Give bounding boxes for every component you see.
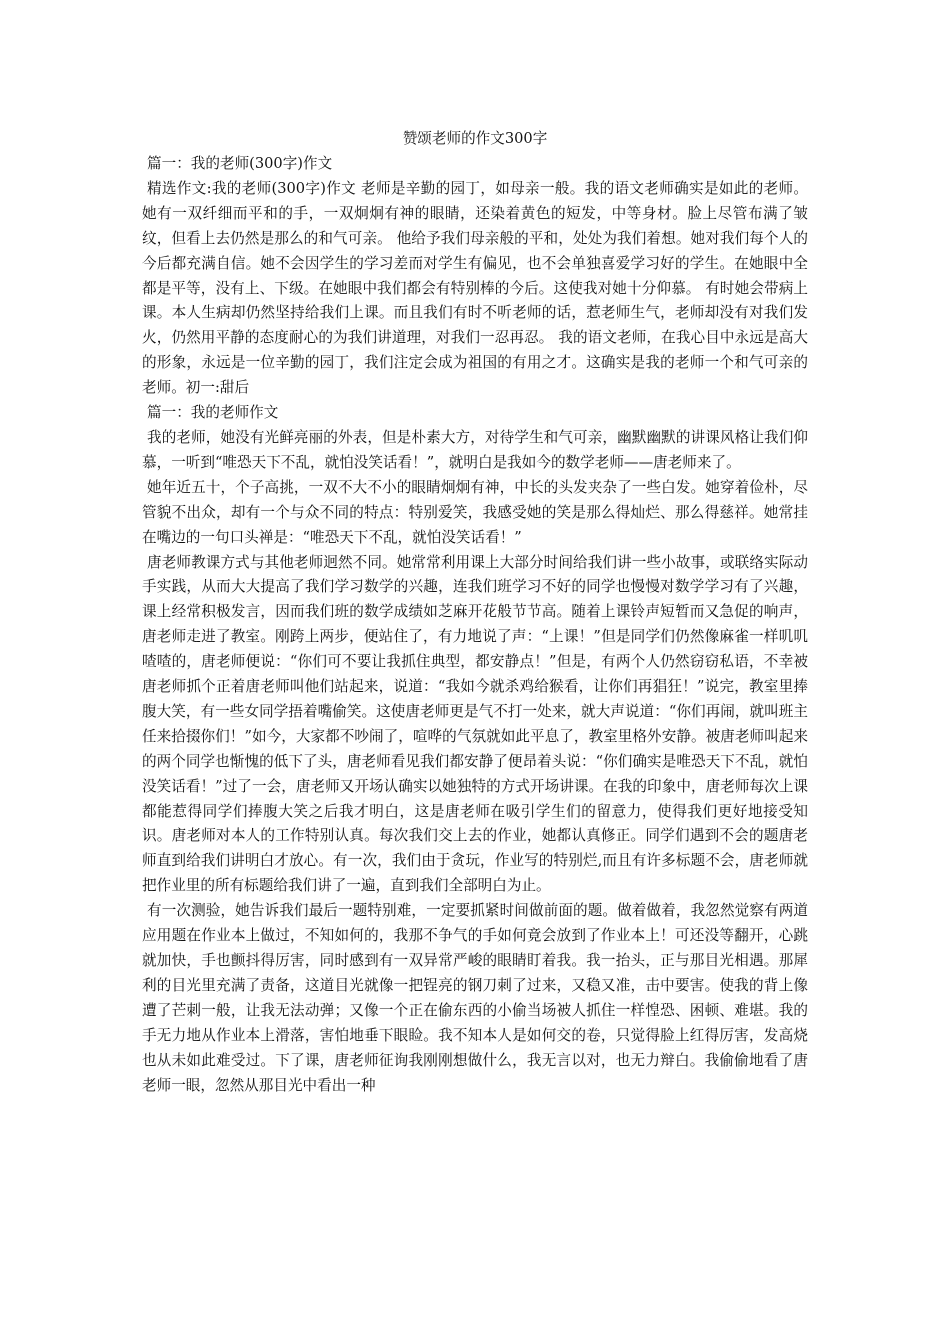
paragraph-3: 她年近五十，个子高挑，一双不大不小的眼睛炯炯有神，中长的头发夹杂了一些白发。她穿着俭朴，尽管貌不出众，却有一个与众不同的特点：特别爱笑，我感受她的笑是那么得灿烂、那么得慈祥。她常挂在嘴边的一句口头禅是：“唯恐天下不乱，就怕没笑话看！” xyxy=(142,478,808,546)
paragraph-1: 精选作文:我的老师(300字)作文 老师是辛勤的园丁，如母亲一般。我的语文老师确实是如此的老师。 她有一双纤细而平和的手，一双炯炯有神的眼睛，还染着黄色的短发，中等身材。脸上尽管布满了皱纹，但看上去仍然是那么的和气可亲。 他给予我们母亲般的平和，处处为我们着想。她对我们每个人的今后都充满自信。她不会因学生的学习差而对学生有偏见，也不会单独喜爱学习好的学生。在她眼中全都是平等，没有上、下级。在她眼中我们都会有特别棒的今后。这使我对她十分仰慕。 有时她会带病上课。本人生病却仍然坚持给我们上课。而且我们有时不听老师的话，惹老师生气，老师却没有对我们发火，仍然用平静的态度耐心的为我们讲道理，对我们一忍再忍。 我的语文老师，在我心目中永远是高大的形象，永远是一位辛勤的园丁，我们注定会成为祖国的有用之才。这确实是我的老师一个和气可亲的老师。初一:甜后 xyxy=(142,179,808,397)
section-heading-1: 篇一：我的老师(300字)作文 xyxy=(147,155,333,172)
paragraph-2: 我的老师，她没有光鲜亮丽的外表，但是朴素大方，对待学生和气可亲，幽默幽默的讲课风格让我们仰慕，一听到“唯恐天下不乱，就怕没笑话看！”，就明白是我如今的数学老师——唐老师来了。 xyxy=(142,428,808,471)
paragraph-5: 有一次测验，她告诉我们最后一题特别难，一定要抓紧时间做前面的题。做着做着，我忽然觉察有两道应用题在作业本上做过，不知如何的，我那不争气的手如何竟会放到了作业本上！可还没等翻开，心跳就加快，手也颤抖得厉害，同时感到有一双异常严峻的眼睛盯着我。我一抬头，正与那目光相遇。那犀利的目光里充满了责备，这道目光就像一把锃亮的钢刀刺了过来，又稳又准，击中要害。使我的背上像遭了芒刺一般，让我无法动弹；又像一个正在偷东西的小偷当场被人抓住一样惶恐、困顿、难堪。我的手无力地从作业本上滑落，害怕地垂下眼睑。我不知本人是如何交的卷，只觉得脸上红得厉害，发高烧也从未如此难受过。下了课，唐老师征询我刚刚想做什么，我无言以对，也无力辩白。我偷偷地看了唐老师一眼，忽然从那目光中看出一种 xyxy=(142,902,808,1094)
paragraph-4: 唐老师教课方式与其他老师迥然不同。她常常利用课上大部分时间给我们讲一些小故事，或联络实际动手实践，从而大大提高了我们学习数学的兴趣，连我们班学习不好的同学也慢慢对数学学习有了兴趣，课上经常积极发言，因而我们班的数学成绩如芝麻开花般节节高。随着上课铃声短暂而又急促的响声，唐老师走进了教室。刚跨上两步，便站住了，有力地说了声：“上课！”但是同学们仍然像麻雀一样叽叽喳喳的，唐老师便说：“你们可不要让我抓住典型，都安静点！”但是，有两个人仍然窃窃私语，不幸被唐老师抓个正着唐老师叫他们站起来，说道：“我如今就杀鸡给猴看，让你们再猖狂！”说完，教室里捧腹大笑，有一些女同学捂着嘴偷笑。这使唐老师更是气不打一处来，就大声说道：“你们再闹，就叫班主任来拾掇你们！”如今，大家都不吵闹了，喧哗的气氛就如此平息了，教室里格外安静。被唐老师叫起来的两个同学也惭愧的低下了头，唐老师看见我们都安静了便昂着头说：“你们确实是唯恐天下不乱，就怕没笑话看！”过了一会，唐老师又开场认确实以她独特的方式开场讲课。在我的印象中，唐老师每次上课都能惹得同学们捧腹大笑之后我才明白，这是唐老师在吸引学生们的留意力，使得我们更好地接受知识。唐老师对本人的工作特别认真。每次我们交上去的作业，她都认真修正。同学们遇到不会的题唐老师直到给我们讲明白才放心。有一次，我们由于贪玩，作业写的特别烂,而且有许多标题不会，唐老师就把作业里的所有标题给我们讲了一遍，直到我们全部明白为止。 xyxy=(142,553,808,895)
section-heading-2: 篇一：我的老师作文 xyxy=(147,404,279,422)
document-page xyxy=(142,127,808,1098)
document-title: 赞颂老师的作文300字 xyxy=(402,130,548,147)
